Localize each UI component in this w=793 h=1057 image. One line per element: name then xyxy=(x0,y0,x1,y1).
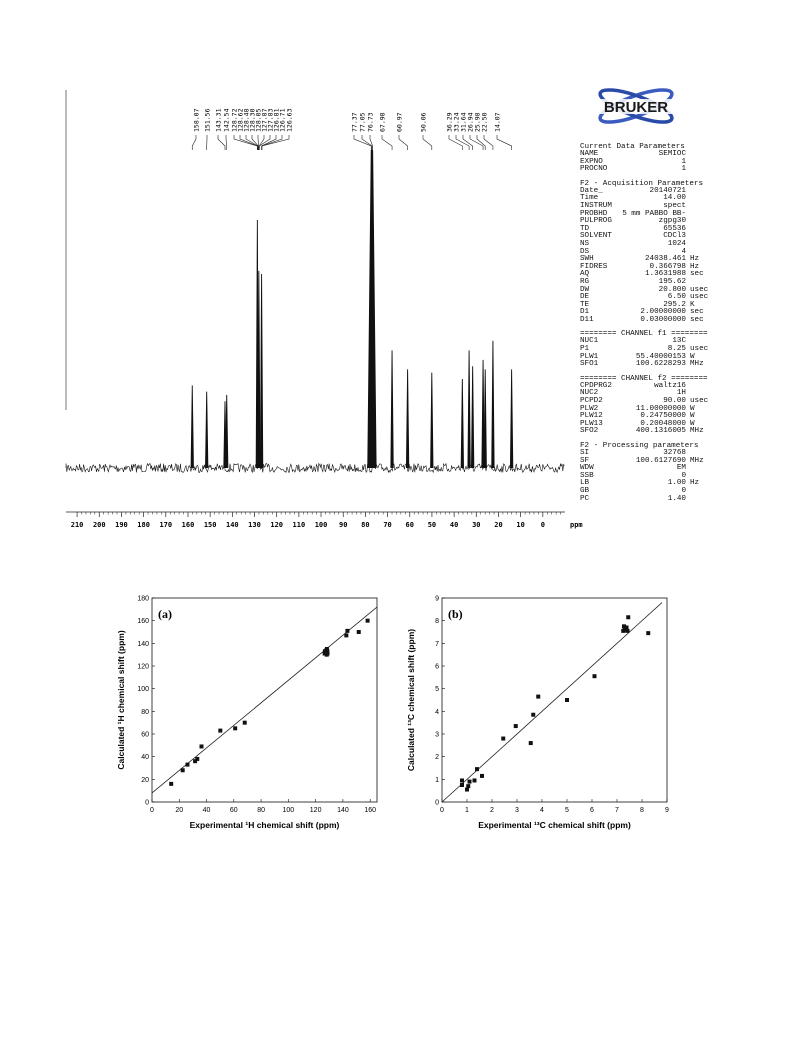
peak-label: 26.94 xyxy=(466,112,475,132)
current-data-parameters xyxy=(580,143,710,174)
param-unit xyxy=(690,488,710,496)
spectrum-peak xyxy=(205,392,207,468)
peak-label: 143.31 xyxy=(214,108,223,132)
y-tick-label: 180 xyxy=(137,595,149,603)
channel-f2-heading: ======== CHANNEL f2 ======== xyxy=(580,374,708,383)
param-key: GB xyxy=(580,486,590,495)
x-tick-label: 130 xyxy=(248,521,261,529)
x-tick-label: 120 xyxy=(309,807,322,814)
x-axis-label: Experimental ¹H chemical shift (ppm) xyxy=(189,820,340,830)
y-tick-label: 8 xyxy=(435,618,439,626)
param-unit xyxy=(690,233,710,241)
param-key: PLW2 xyxy=(580,404,599,413)
param-key: NAME xyxy=(580,150,599,158)
param-key: DE xyxy=(580,293,590,302)
x-axis-ticks xyxy=(71,512,561,529)
peak-label: 77.37 xyxy=(350,112,359,132)
peak-label: 14.07 xyxy=(493,112,502,132)
x-axis-label: Experimental ¹³C chemical shift (ppm) xyxy=(478,820,631,830)
peak-label: 76.73 xyxy=(366,112,375,132)
peak-label: 128.48 xyxy=(242,108,251,132)
peak-label: 151.56 xyxy=(203,108,212,132)
acq-params-heading: F2 - Acquisition Parameters xyxy=(580,179,704,188)
spectrum-peak xyxy=(391,350,393,468)
scatter-plot-b xyxy=(402,590,677,840)
param-value: zgpg30 xyxy=(658,217,686,226)
param-value: 1024 xyxy=(667,239,686,248)
param-row xyxy=(580,188,710,196)
x-tick-label: 70 xyxy=(383,521,392,529)
peak-label-leader xyxy=(382,135,392,150)
y-tick-label: 0 xyxy=(145,799,149,807)
x-tick-label: 160 xyxy=(364,807,377,814)
param-unit: W xyxy=(690,412,695,421)
x-tick-label: 40 xyxy=(449,521,459,529)
data-point xyxy=(536,695,540,699)
param-key: RG xyxy=(580,277,590,286)
y-tick-label: 1 xyxy=(435,776,439,784)
peak-label: 142.54 xyxy=(222,108,231,132)
param-key: Time xyxy=(580,194,599,203)
data-point xyxy=(366,619,370,623)
param-key: PCPD2 xyxy=(580,397,603,406)
x-tick-label: 140 xyxy=(337,807,349,814)
param-unit: usec xyxy=(690,397,709,406)
peak-label: 77.05 xyxy=(358,112,367,132)
peak-label-leader xyxy=(234,135,257,150)
param-key: EXPNO xyxy=(580,157,603,166)
data-point xyxy=(529,741,533,745)
param-value: 5 mm PABBO BB- xyxy=(622,209,686,218)
param-value: 295.2 xyxy=(663,300,686,309)
param-key: NUC2 xyxy=(580,389,599,398)
param-unit xyxy=(690,166,710,174)
x-tick-label: 120 xyxy=(270,521,284,529)
param-unit: sec xyxy=(690,308,704,317)
param-unit xyxy=(690,383,710,391)
data-point xyxy=(345,629,349,633)
x-tick-label: 100 xyxy=(282,807,295,814)
param-value: 0.20048000 xyxy=(640,419,686,428)
peak-label: 25.98 xyxy=(473,112,482,132)
param-value: 100.6127690 xyxy=(635,456,686,465)
x-tick-label: 3 xyxy=(515,807,519,814)
param-row xyxy=(580,458,710,466)
data-point xyxy=(326,652,330,656)
x-tick-label: 50 xyxy=(427,521,437,529)
param-row xyxy=(580,233,710,241)
x-tick-label: 80 xyxy=(257,807,265,814)
param-value: 1.3631988 xyxy=(644,270,686,279)
param-row xyxy=(580,383,710,391)
param-value: 20140721 xyxy=(649,186,686,195)
peak-label-leader xyxy=(226,135,227,150)
peak-label: 31.64 xyxy=(459,112,468,132)
x-tick-label: 40 xyxy=(202,807,211,814)
data-point xyxy=(480,774,484,778)
peak-label: 126.81 xyxy=(272,108,281,132)
x-axis-unit: ppm xyxy=(570,521,583,529)
param-value: 24038.461 xyxy=(644,255,686,264)
param-value: 14.00 xyxy=(663,194,686,203)
param-value: 1H xyxy=(676,389,686,398)
peak-label-leader xyxy=(449,135,462,150)
param-key: PROBHD xyxy=(580,209,608,218)
param-unit xyxy=(690,151,710,159)
peak-label: 128.30 xyxy=(248,108,257,132)
spectrum-peak xyxy=(406,369,408,468)
data-point xyxy=(565,698,569,702)
y-tick-label: 4 xyxy=(435,708,439,716)
x-tick-label: 170 xyxy=(159,521,173,529)
param-value: CDCl3 xyxy=(663,232,686,241)
spectrum-peak xyxy=(431,373,433,468)
peak-label: 67.98 xyxy=(378,112,387,132)
param-unit xyxy=(690,465,710,473)
x-tick-label: 20 xyxy=(494,521,503,529)
param-value: 6.50 xyxy=(667,293,686,302)
data-point xyxy=(195,757,199,761)
param-row xyxy=(580,166,710,174)
param-value: 1 xyxy=(681,165,686,174)
y-tick-label: 120 xyxy=(137,663,149,671)
x-tick-label: 140 xyxy=(226,521,239,529)
peak-label: 22.50 xyxy=(480,112,489,132)
x-tick-label: 200 xyxy=(92,521,106,529)
y-tick-label: 20 xyxy=(141,776,149,784)
data-point xyxy=(646,631,650,635)
peak-label: 128.72 xyxy=(230,108,239,132)
peak-label: 128.05 xyxy=(254,108,263,132)
panel-label: (a) xyxy=(158,607,172,621)
param-key: CPDPRG2 xyxy=(580,381,612,390)
param-value: 1.40 xyxy=(667,494,686,503)
param-value: 0 xyxy=(681,486,686,495)
param-unit: sec xyxy=(690,270,704,279)
peak-label-leader xyxy=(362,135,372,150)
param-row xyxy=(580,271,710,279)
peak-label: 60.97 xyxy=(395,112,404,132)
x-tick-label: 160 xyxy=(181,521,195,529)
y-tick-label: 7 xyxy=(435,640,439,648)
x-tick-label: 7 xyxy=(615,807,619,814)
data-point xyxy=(460,778,464,782)
param-key: Date_ xyxy=(580,186,603,195)
y-tick-label: 140 xyxy=(137,640,149,648)
svg-text:BRUKER: BRUKER xyxy=(603,99,669,116)
param-key: P1 xyxy=(580,345,590,354)
param-value: 195.62 xyxy=(658,277,686,286)
param-value: EM xyxy=(676,464,686,473)
x-tick-label: 20 xyxy=(175,807,184,814)
param-key: TD xyxy=(580,224,590,233)
y-tick-label: 100 xyxy=(137,686,149,694)
data-point xyxy=(169,782,173,786)
param-unit xyxy=(690,188,710,196)
acquisition-params xyxy=(580,180,710,325)
param-value: 0.366798 xyxy=(649,262,686,271)
y-tick-label: 6 xyxy=(435,663,439,671)
param-value: 2.00000000 xyxy=(640,308,686,317)
param-row xyxy=(580,465,710,473)
param-key: PLW12 xyxy=(580,412,603,421)
param-row xyxy=(580,428,710,436)
x-tick-label: 2 xyxy=(490,807,494,814)
data-point xyxy=(514,724,518,728)
panel-label: (b) xyxy=(448,607,463,621)
data-point xyxy=(460,783,464,787)
x-tick-label: 4 xyxy=(540,807,544,814)
param-key: SOLVENT xyxy=(580,232,612,241)
peak-labels xyxy=(192,108,511,150)
param-value: 0.03000000 xyxy=(640,315,686,324)
x-tick-label: 10 xyxy=(516,521,525,529)
peak-label: 127.87 xyxy=(260,108,269,132)
spectrum-peak xyxy=(191,385,193,468)
param-value: 400.1316005 xyxy=(635,427,686,436)
param-value: 1 xyxy=(681,157,686,166)
param-key: LB xyxy=(580,479,590,488)
param-key: INSTRUM xyxy=(580,201,612,210)
x-tick-label: 0 xyxy=(440,807,444,814)
param-row xyxy=(580,317,710,325)
x-tick-label: 30 xyxy=(472,521,481,529)
x-tick-label: 0 xyxy=(540,521,545,529)
x-tick-label: 190 xyxy=(115,521,128,529)
y-tick-label: 60 xyxy=(141,731,149,739)
data-point xyxy=(626,629,630,633)
param-key: NS xyxy=(580,239,590,248)
x-tick-label: 60 xyxy=(405,521,414,529)
x-tick-label: 1 xyxy=(465,807,469,814)
scatter-plot-a xyxy=(112,590,387,840)
param-value: 11.00000000 xyxy=(635,404,686,413)
x-tick-label: 150 xyxy=(203,521,217,529)
param-key: PLW1 xyxy=(580,352,599,361)
param-unit: Hz xyxy=(690,255,700,264)
peak-label-leader xyxy=(262,135,289,150)
data-point xyxy=(531,713,535,717)
param-key: PULPROG xyxy=(580,217,612,226)
peak-label: 33.24 xyxy=(452,112,461,132)
peak-label: 50.06 xyxy=(419,112,428,132)
data-point xyxy=(593,674,597,678)
data-point xyxy=(233,726,237,730)
peak-label-leader xyxy=(497,135,512,150)
param-key: AQ xyxy=(580,270,590,279)
x-tick-label: 90 xyxy=(339,521,348,529)
param-unit: sec xyxy=(690,315,704,324)
spectrum-peak xyxy=(471,366,473,468)
param-unit: W xyxy=(690,404,695,413)
data-point xyxy=(200,744,204,748)
param-unit xyxy=(690,241,710,249)
param-key: DS xyxy=(580,247,590,256)
param-value: spect xyxy=(663,201,686,210)
x-tick-label: 0 xyxy=(150,807,154,814)
param-unit: usec xyxy=(690,345,709,354)
y-tick-label: 2 xyxy=(435,754,439,762)
peak-label-leader xyxy=(354,135,371,150)
acquisition-parameters-panel xyxy=(580,143,710,509)
data-point xyxy=(185,763,189,767)
processing-heading: F2 - Processing parameters xyxy=(580,442,699,450)
param-key: D11 xyxy=(580,315,594,324)
y-axis-label: Calculated ¹H chemical shift (ppm) xyxy=(116,630,126,770)
param-value: 20.800 xyxy=(658,285,686,294)
spectrum-peak xyxy=(461,379,463,468)
current-params-heading: Current Data Parameters xyxy=(580,143,685,151)
processing-params xyxy=(580,442,710,503)
x-tick-label: 60 xyxy=(229,807,238,814)
param-unit xyxy=(690,203,710,211)
data-point xyxy=(344,633,348,637)
param-value: 0.24750000 xyxy=(640,412,686,421)
param-key: TE xyxy=(580,300,590,309)
y-tick-label: 5 xyxy=(435,686,439,694)
peak-label-leader xyxy=(463,135,473,150)
param-unit xyxy=(690,496,710,504)
x-tick-label: 5 xyxy=(565,807,569,814)
param-value: 4 xyxy=(681,247,686,256)
spectrum-peak xyxy=(226,395,228,468)
data-point xyxy=(357,630,361,634)
peak-label-leader xyxy=(192,135,196,150)
param-row xyxy=(580,480,710,488)
spectrum-peak xyxy=(510,369,512,468)
param-value: 90.00 xyxy=(663,397,686,406)
peak-label: 126.71 xyxy=(278,108,287,132)
param-row xyxy=(580,488,710,496)
x-tick-label: 110 xyxy=(292,521,306,529)
data-point xyxy=(218,729,222,733)
param-unit: K xyxy=(690,300,695,309)
y-tick-label: 0 xyxy=(435,799,439,807)
param-key: PROCNO xyxy=(580,165,608,174)
x-tick-label: 100 xyxy=(314,521,328,529)
param-unit: W xyxy=(690,419,695,428)
x-tick-label: 6 xyxy=(590,807,594,814)
param-unit: Hz xyxy=(690,479,700,488)
param-unit: MHz xyxy=(690,427,704,436)
param-row xyxy=(580,218,710,226)
param-value: 0 xyxy=(681,471,686,480)
param-key: SF xyxy=(580,456,590,465)
peak-label: 126.63 xyxy=(285,108,294,132)
x-tick-label: 8 xyxy=(640,807,644,814)
param-row xyxy=(580,361,710,369)
x-tick-label: 9 xyxy=(665,807,669,814)
param-value: 55.40000153 xyxy=(635,352,686,361)
param-row xyxy=(580,496,710,504)
param-key: FIDRES xyxy=(580,262,608,271)
spectrum-peak xyxy=(492,341,494,468)
y-tick-label: 9 xyxy=(435,595,439,603)
param-unit: MHz xyxy=(690,456,704,465)
param-unit: MHz xyxy=(690,360,704,369)
bruker-logo xyxy=(593,82,679,130)
param-key: DW xyxy=(580,285,590,294)
data-point xyxy=(475,767,479,771)
peak-label: 127.83 xyxy=(266,108,275,132)
param-unit xyxy=(690,159,710,167)
y-tick-label: 80 xyxy=(141,708,149,716)
spectrum-peak xyxy=(484,369,486,468)
data-point xyxy=(626,615,630,619)
param-key: PLW13 xyxy=(580,419,603,428)
param-key: PC xyxy=(580,494,590,503)
y-tick-label: 160 xyxy=(137,618,149,626)
param-value: 100.6228293 xyxy=(635,360,686,369)
baseline-noise xyxy=(66,464,564,473)
param-value: waltz16 xyxy=(654,381,686,390)
param-unit xyxy=(690,211,710,219)
param-unit xyxy=(690,195,710,203)
param-unit: usec xyxy=(690,293,709,302)
peak-label-leader xyxy=(423,135,432,150)
data-point xyxy=(466,784,470,788)
peak-label-leader xyxy=(218,135,225,150)
x-tick-label: 210 xyxy=(70,521,84,529)
param-value: 8.25 xyxy=(667,345,686,354)
param-value: 13C xyxy=(672,337,686,346)
param-key: D1 xyxy=(580,308,590,317)
param-unit: W xyxy=(690,352,695,361)
x-tick-label: 180 xyxy=(137,521,150,529)
param-key: NUC1 xyxy=(580,337,599,346)
peak-label: 158.07 xyxy=(192,108,201,132)
param-value: 1.00 xyxy=(667,479,686,488)
data-point xyxy=(243,721,247,725)
channel-f1-heading: ======== CHANNEL f1 ======== xyxy=(580,330,708,339)
param-row xyxy=(580,241,710,249)
param-unit: usec xyxy=(690,285,709,294)
channel-f1-params xyxy=(580,330,710,368)
param-unit: Hz xyxy=(690,262,700,271)
param-key: WDW xyxy=(580,464,594,473)
spectrum-peak xyxy=(260,274,262,468)
channel-f2-params xyxy=(580,375,710,436)
param-key: SFO2 xyxy=(580,427,599,436)
param-key: SI xyxy=(580,449,590,457)
data-point xyxy=(501,737,505,741)
param-value: 32768 xyxy=(663,449,686,457)
x-tick-label: 80 xyxy=(361,521,370,529)
peak-label: 128.62 xyxy=(236,108,245,132)
param-value: SEMIOC xyxy=(658,150,686,158)
data-point xyxy=(181,768,185,772)
spectrum-peak xyxy=(468,350,470,468)
peak-label: 36.29 xyxy=(445,112,454,132)
param-key: SSB xyxy=(580,471,594,480)
y-tick-label: 40 xyxy=(141,754,149,762)
param-key: SWH xyxy=(580,255,594,264)
y-tick-label: 3 xyxy=(435,731,439,739)
y-axis-label: Calculated ¹³C chemical shift (ppm) xyxy=(406,628,416,772)
data-point xyxy=(473,778,477,782)
peak-label-leader xyxy=(399,135,408,150)
param-unit xyxy=(690,226,710,234)
data-point xyxy=(468,780,472,784)
param-key: SFO1 xyxy=(580,360,599,369)
spectrum-trace xyxy=(66,150,564,473)
param-unit xyxy=(690,218,710,226)
param-value: 65536 xyxy=(663,224,686,233)
